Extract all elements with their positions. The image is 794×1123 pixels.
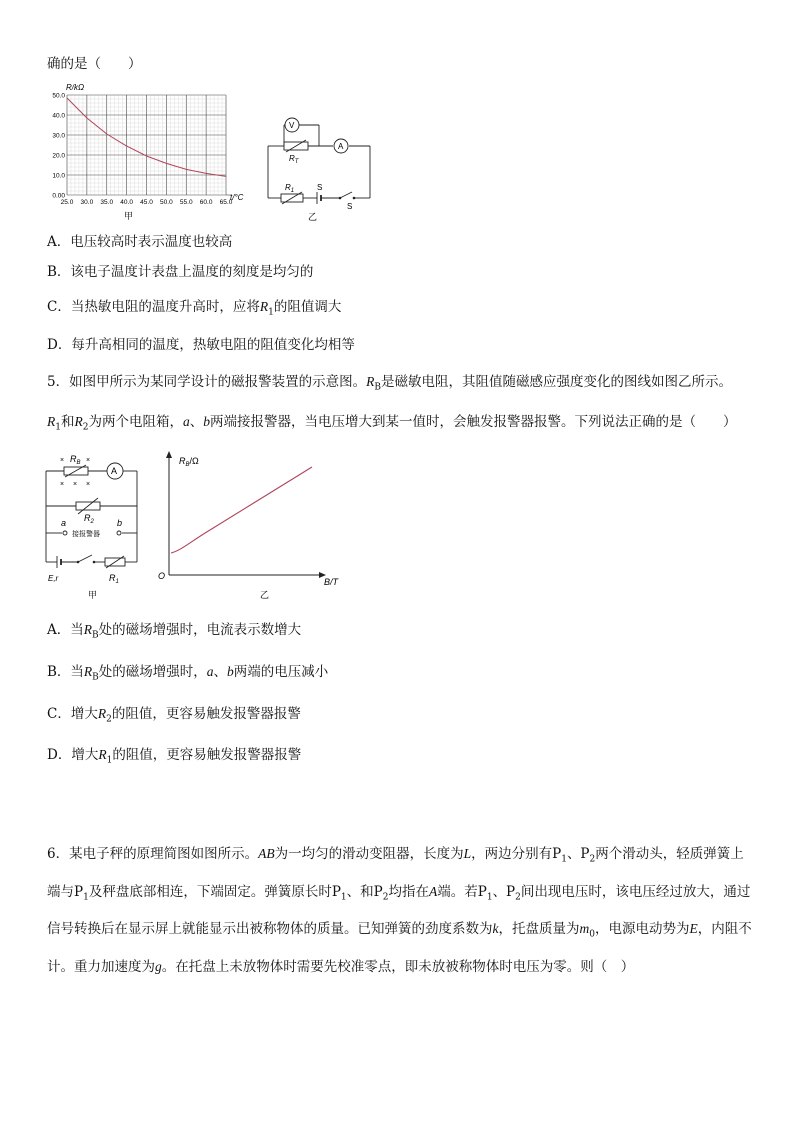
q4-stem-tail: 确的是（ ） <box>47 56 142 72</box>
r1-sub: 1 <box>290 188 295 194</box>
q5-circuit-jia <box>40 450 150 602</box>
svg-text:RT <box>289 154 300 165</box>
svg-text:R1 <box>109 573 119 585</box>
chart-caption: 甲 <box>124 211 134 221</box>
y-tick-label: 10.0 <box>52 172 65 180</box>
y-tick-label: 30.0 <box>52 132 65 140</box>
q5-graph-yi <box>150 450 350 602</box>
y-tick-label: 50.0 <box>52 92 65 100</box>
svg-text:RB/Ω <box>179 456 199 468</box>
switch-label-2: S <box>347 202 353 211</box>
graph-ylabel: R <box>179 456 186 466</box>
y-tick-label: 0.00 <box>52 192 65 200</box>
chart-ylabel: R/kΩ <box>66 83 85 92</box>
x-tick-label: 60.0 <box>199 199 213 206</box>
q4-chart-jia <box>40 80 260 225</box>
chart-grid <box>67 95 232 195</box>
q4-option-b: B．该电子温度计表盘上温度的刻度是均匀的 <box>47 264 314 280</box>
ammeter-label: A <box>111 466 118 476</box>
terminal-a-label: a <box>61 518 67 528</box>
x-tick-label: 65.0 <box>219 199 233 206</box>
q6-stem: 6．某电子秤的原理简图如图所示。AB为一均匀的滑动变阻器，长度为L，两边分别有$P_1$、$P_2$两个滑动头，轻质弹簧上端与$P_1$及秤盘底部相连，下端固定。弹簧原长时$P_1$、和$P_2$均指在A端。若$P_1$、$P_2$间出现电压时，该电压经过放大，通过信号转换后在显示屏上就能显示出被称物体的质量。已知弹簧的劲度系数为k，托盘质量为$m_0$，电源电动势为E，内阻不计。重力加速度为g。在托盘上未放物体时需要先校准零点，即未放被称物体时电压为零。则（ ） <box>47 846 752 976</box>
q5-option-d: D．增大$R_1$的阻值，更容易触发报警器报警 <box>47 747 302 766</box>
r2-label: R <box>84 513 91 523</box>
x-tick-label: 30.0 <box>80 199 94 206</box>
circuit-caption: 乙 <box>308 212 318 222</box>
rt-sub: T <box>294 159 299 165</box>
q4-option-a: A．电压较高时表示温度也较高 <box>47 234 233 250</box>
rt-label: R <box>289 154 295 163</box>
rb-sub: B <box>76 460 81 466</box>
svg-text:R2 <box>84 513 95 525</box>
voltmeter-label: V <box>289 121 295 130</box>
r2-sub: 2 <box>90 519 94 525</box>
cross-row-2-a: × <box>60 481 65 488</box>
svg-text:RB <box>70 454 81 466</box>
svg-text:R1 <box>285 183 294 194</box>
q5-option-b: B．当$R_B$处的磁场增强时，a、b两端的电压减小 <box>47 664 329 683</box>
circuit-caption: 甲 <box>88 590 98 600</box>
r1-sub: 1 <box>115 579 119 585</box>
rb-label: R <box>70 454 77 464</box>
chart-xlabel: t/°C <box>230 193 244 202</box>
q5-option-c: C．增大$R_2$的阻值，更容易触发报警器报警 <box>47 706 301 725</box>
graph-xlabel: B/T <box>324 577 339 587</box>
rb-curve <box>171 467 312 553</box>
graph-ylabel-sub: B <box>185 462 190 468</box>
y-axis-arrow-icon <box>166 451 172 458</box>
source-label: E,r <box>48 574 59 583</box>
q4-option-d: D．每升高相同的温度，热敏电阻的阻值变化均相等 <box>47 337 355 353</box>
q5-stem-line-2: $R_1$和$R_2$为两个电阻箱，a、b两端接报警器，当电压增大到某一值时，会触发报警器报警。下列说法正确的是（ ） <box>47 414 737 433</box>
cross-row-2-b: × <box>73 481 78 488</box>
graph-origin: O <box>158 571 166 581</box>
x-tick-label: 50.0 <box>160 199 173 206</box>
y-tick-label: 20.0 <box>52 152 65 160</box>
x-tick-label: 55.0 <box>179 199 193 206</box>
x-tick-label: 45.0 <box>140 199 153 206</box>
cross-row-1-left: × <box>60 457 65 464</box>
cross-row-1-right: × <box>86 457 91 464</box>
graph-caption: 乙 <box>260 590 270 600</box>
q4-circuit-yi <box>262 112 377 224</box>
q5-stem-line-1: 5．如图甲所示为某同学设计的磁报警装置的示意图。$R_B$是磁敏电阻，其阻值随磁感应强度变化的图线如图乙所示。 <box>47 374 732 393</box>
terminal-b-label: b <box>117 518 123 528</box>
q5-option-a: A．当$R_B$处的磁场增强时，电流表示数增大 <box>47 622 302 641</box>
ammeter-label: A <box>338 142 344 151</box>
cross-row-2-c: × <box>86 481 91 488</box>
r1-label: R <box>285 183 291 192</box>
q4-option-c: C．当热敏电阻的温度升高时，应将$R_1$的阻值调大 <box>47 299 342 318</box>
r1-label: R <box>109 573 116 583</box>
graph-ylabel-unit: /Ω <box>189 456 199 466</box>
y-tick-label: 40.0 <box>52 112 65 120</box>
alarm-label: 接报警器 <box>72 531 100 538</box>
switch-label: S <box>317 183 323 192</box>
x-tick-label: 35.0 <box>100 199 114 206</box>
x-tick-label: 40.0 <box>120 199 133 206</box>
x-tick-label: 25.0 <box>60 199 74 206</box>
